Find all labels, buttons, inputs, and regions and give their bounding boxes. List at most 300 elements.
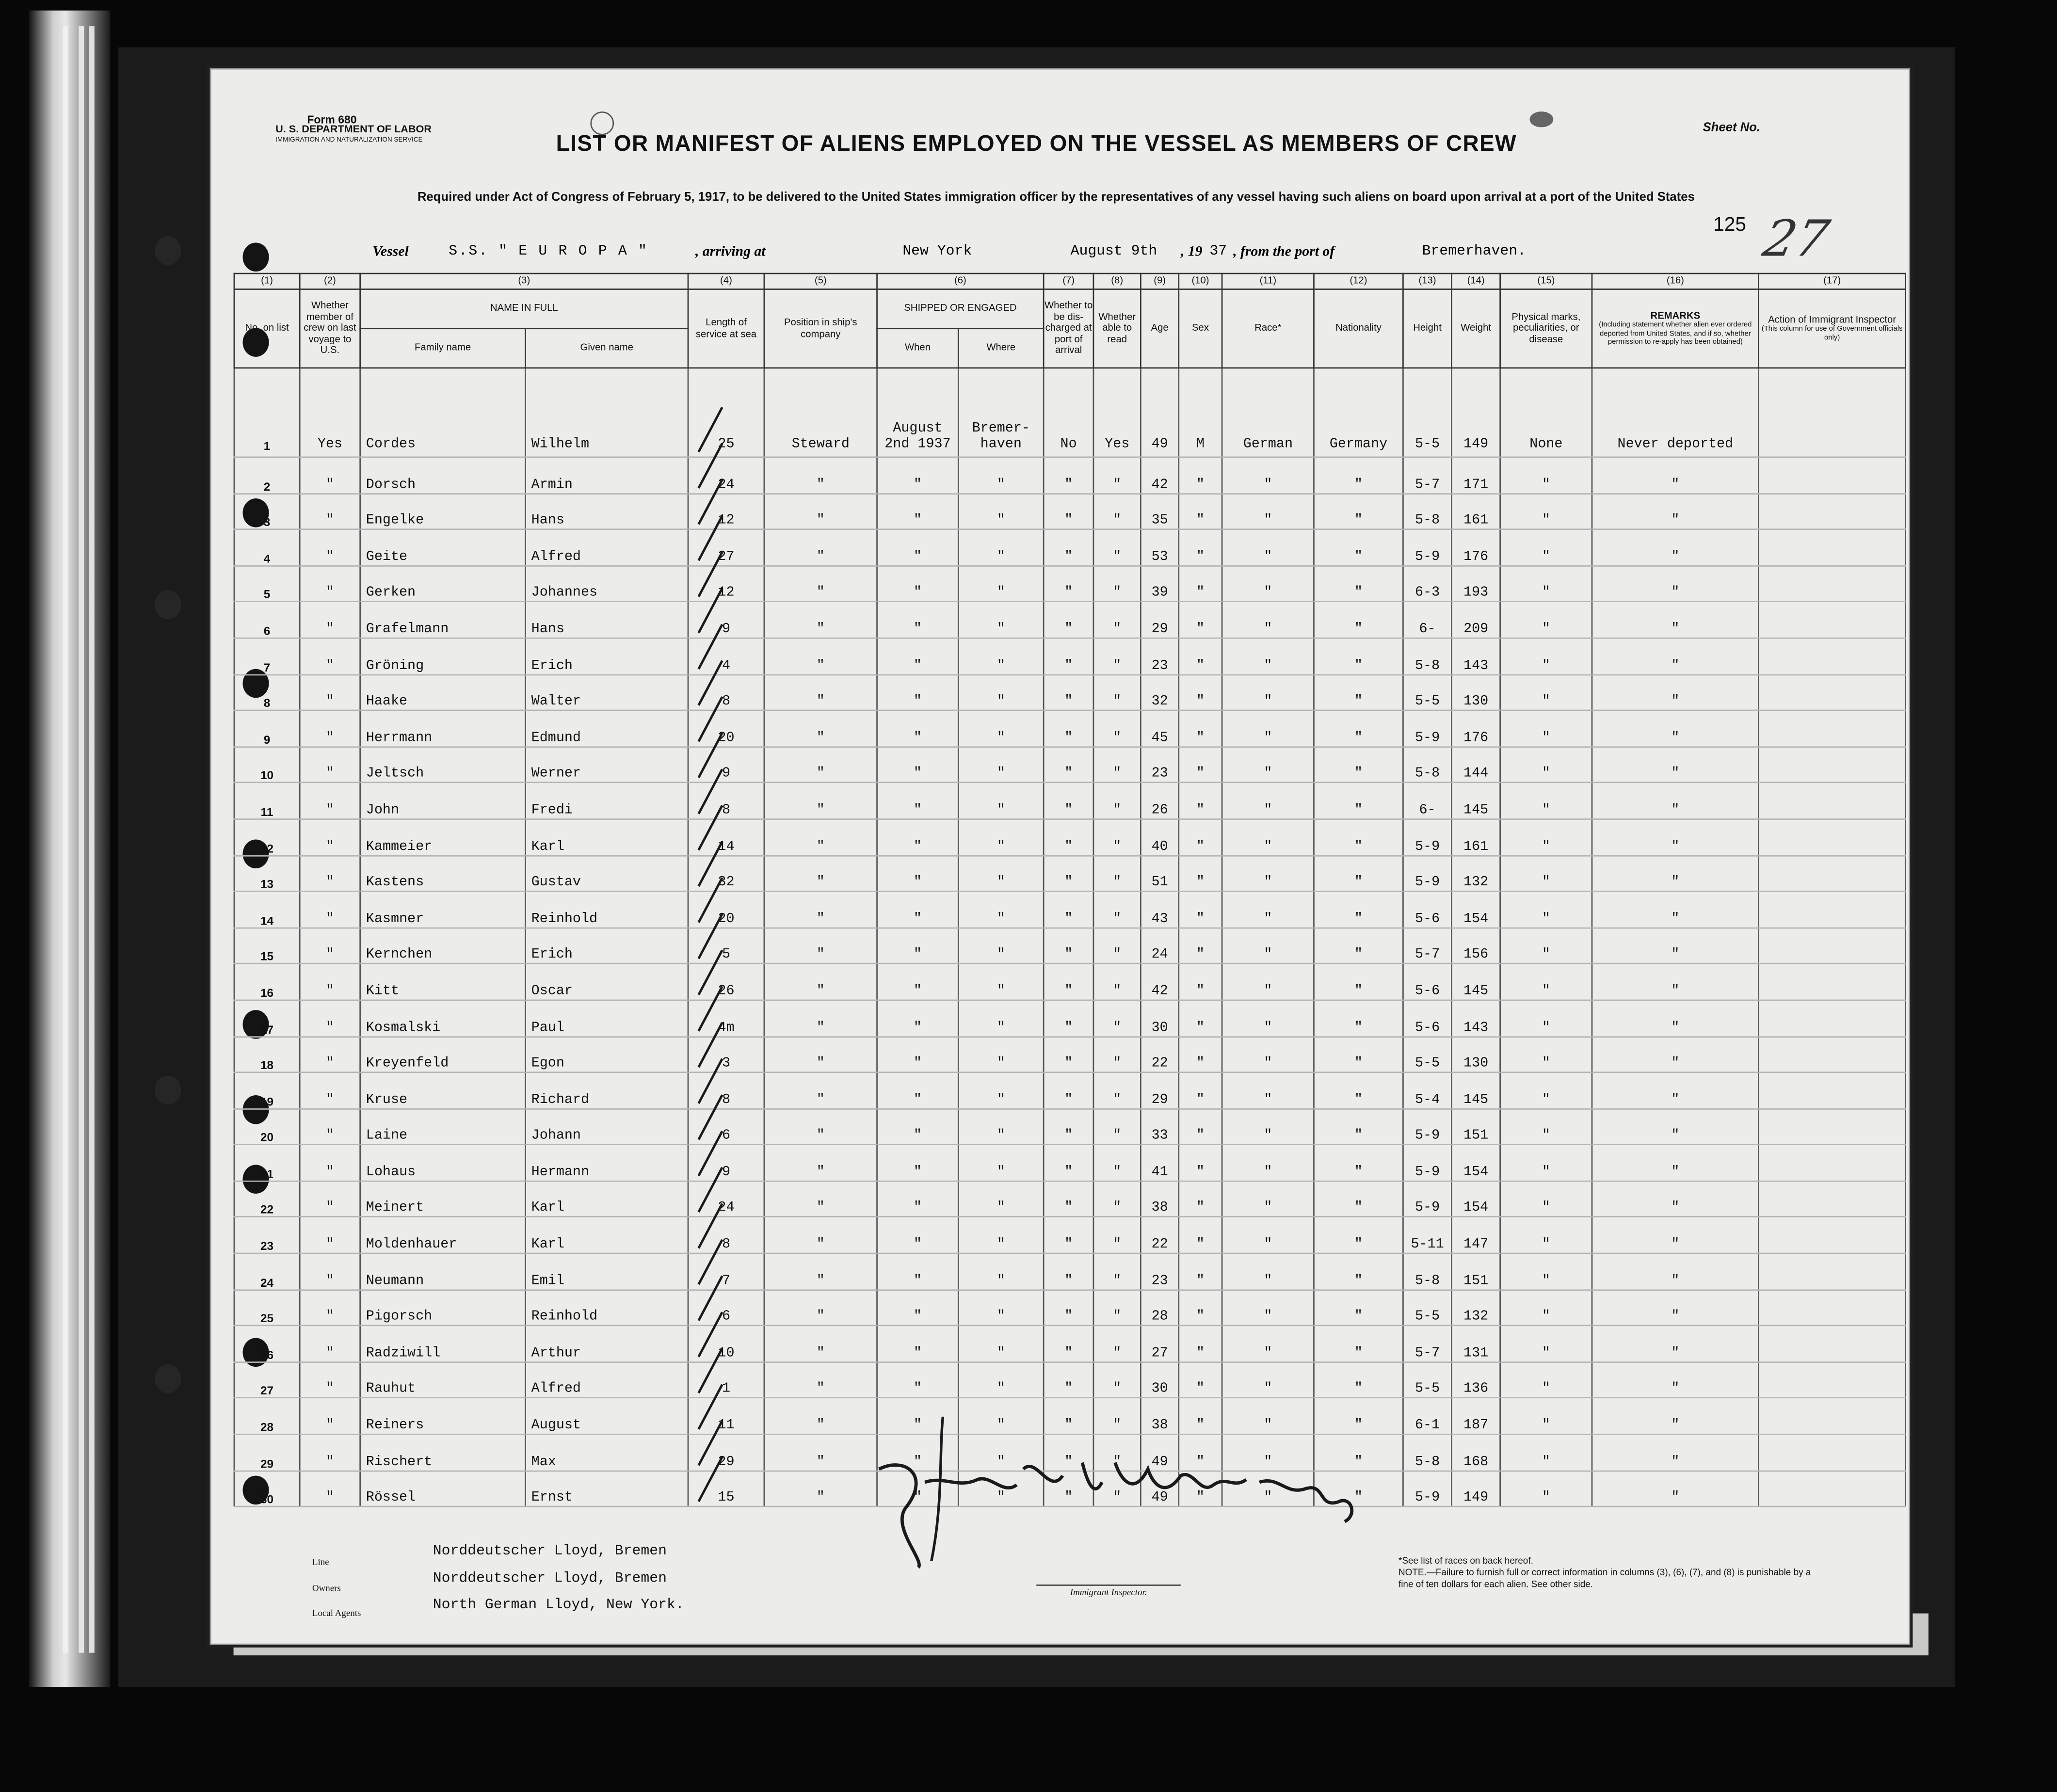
- cell-position: ": [764, 928, 877, 964]
- cell-nationality: ": [1314, 1398, 1403, 1435]
- cell-read: ": [1093, 710, 1141, 747]
- cell-sex: ": [1179, 529, 1222, 566]
- cell-crew: ": [300, 1000, 360, 1037]
- cell-position: ": [764, 1109, 877, 1145]
- cell-given: Reinhold: [526, 1290, 689, 1326]
- cell-marks: ": [1500, 1109, 1592, 1145]
- cell-when: ": [877, 1072, 959, 1109]
- cell-nationality: ": [1314, 1181, 1403, 1217]
- cell-age: 29: [1141, 602, 1178, 638]
- cell-no: 14: [234, 892, 300, 928]
- cell-sex: ": [1179, 1000, 1222, 1037]
- cell-age: 42: [1141, 964, 1178, 1000]
- cell-race: ": [1222, 602, 1314, 638]
- cell-position: ": [764, 1072, 877, 1109]
- cell-weight: 145: [1452, 783, 1500, 819]
- cell-sex: ": [1179, 1181, 1222, 1217]
- cell-age: 30: [1141, 1000, 1178, 1037]
- cell-position: ": [764, 1362, 877, 1398]
- cell-race: ": [1222, 1181, 1314, 1217]
- cell-remarks: ": [1592, 1217, 1759, 1254]
- cell-given: Johannes: [526, 566, 689, 602]
- races-footnote: *See list of races on back hereof.: [1398, 1557, 1533, 1567]
- cell-height: 5-9: [1403, 855, 1452, 892]
- cell-sex: ": [1179, 710, 1222, 747]
- cell-remarks: ": [1592, 1181, 1759, 1217]
- cell-read: ": [1093, 747, 1141, 783]
- tally-stroke: [699, 624, 723, 669]
- cell-height: 5-8: [1403, 1434, 1452, 1471]
- cell-read: ": [1093, 674, 1141, 711]
- col-num-2: (2): [300, 273, 360, 289]
- cell-read: ": [1093, 892, 1141, 928]
- cell-race: ": [1222, 1036, 1314, 1072]
- cell-nationality: ": [1314, 529, 1403, 566]
- cell-when: ": [877, 783, 959, 819]
- cell-no: 26: [234, 1326, 300, 1362]
- col-header-service: Length of service at sea: [688, 289, 764, 368]
- tally-stroke: [699, 1095, 723, 1139]
- cell-remarks: Never deported: [1592, 368, 1759, 457]
- cell-given: Erich: [526, 638, 689, 674]
- cell-age: 49: [1141, 368, 1178, 457]
- remarks-subtitle: (Including statement whether alien ever ordered deported from United States, and if so, whether permission to re-apply has been obtained): [1599, 321, 1752, 347]
- cell-crew: ": [300, 674, 360, 711]
- cell-service: 14: [688, 819, 764, 855]
- cell-weight: 147: [1452, 1217, 1500, 1254]
- cell-when: ": [877, 747, 959, 783]
- cell-age: 45: [1141, 710, 1178, 747]
- cell-crew: ": [300, 1217, 360, 1254]
- col-header-name: NAME IN FULL: [360, 289, 688, 329]
- cell-family: Kammeier: [360, 819, 526, 855]
- cell-crew: ": [300, 819, 360, 855]
- cell-given: Egon: [526, 1036, 689, 1072]
- cell-where: ": [958, 1036, 1044, 1072]
- cell-height: 5-8: [1403, 493, 1452, 529]
- tally-stroke: [699, 1168, 723, 1212]
- cell-read: ": [1093, 1036, 1141, 1072]
- cell-given: Wilhelm: [526, 368, 689, 457]
- remarks-title: REMARKS: [1650, 309, 1701, 321]
- cell-discharged: ": [1044, 1471, 1093, 1507]
- cell-service: 20: [688, 892, 764, 928]
- cell-age: 27: [1141, 1326, 1178, 1362]
- cell-when: ": [877, 493, 959, 529]
- cell-sex: ": [1179, 1217, 1222, 1254]
- cell-no: 18: [234, 1036, 300, 1072]
- cell-race: ": [1222, 964, 1314, 1000]
- cell-position: Steward: [764, 368, 877, 457]
- cell-height: 6-: [1403, 783, 1452, 819]
- cell-marks: ": [1500, 1326, 1592, 1362]
- form-number: Form 680: [307, 112, 357, 126]
- cell-no: 21: [234, 1145, 300, 1181]
- cell-crew: ": [300, 1290, 360, 1326]
- cell-no: 4: [234, 529, 300, 566]
- inspector-title: Action of Immigrant Inspector: [1768, 313, 1896, 325]
- footnote-block: [1398, 1556, 1818, 1591]
- cell-age: 29: [1141, 1072, 1178, 1109]
- cell-read: ": [1093, 1362, 1141, 1398]
- cell-when: ": [877, 1000, 959, 1037]
- cell-given: Hermann: [526, 1145, 689, 1181]
- cell-no: 15: [234, 928, 300, 964]
- col-header-last-voyage: Whether member of crew on last voyage to U.S.: [300, 289, 360, 368]
- cell-height: 5-6: [1403, 892, 1452, 928]
- cell-age: 43: [1141, 892, 1178, 928]
- cell-service: 7: [688, 1253, 764, 1290]
- cell-discharged: ": [1044, 819, 1093, 855]
- vessel-label: Vessel: [372, 244, 409, 260]
- cell-race: ": [1222, 1253, 1314, 1290]
- line-value: [433, 1537, 667, 1561]
- cell-position: ": [764, 892, 877, 928]
- cell-discharged: ": [1044, 964, 1093, 1000]
- cell-no: 9: [234, 710, 300, 747]
- cell-marks: ": [1500, 1471, 1592, 1507]
- cell-when: ": [877, 1398, 959, 1435]
- cell-height: 6-3: [1403, 566, 1452, 602]
- tally-stroke: [699, 480, 723, 524]
- cell-where: ": [958, 892, 1044, 928]
- cell-family: Dorsch: [360, 457, 526, 494]
- cell-age: 26: [1141, 783, 1178, 819]
- cell-nationality: ": [1314, 493, 1403, 529]
- cell-discharged: ": [1044, 1072, 1093, 1109]
- cell-where: ": [958, 710, 1044, 747]
- cell-read: ": [1093, 783, 1141, 819]
- cell-position: ": [764, 819, 877, 855]
- cell-service: 1: [688, 1362, 764, 1398]
- cell-read: ": [1093, 1217, 1141, 1254]
- cell-read: ": [1093, 1000, 1141, 1037]
- cell-nationality: ": [1314, 1253, 1403, 1290]
- col-num-8: (8): [1093, 273, 1141, 289]
- cell-sex: ": [1179, 855, 1222, 892]
- tally-stroke: [699, 950, 723, 995]
- tally-stroke: [699, 1421, 723, 1465]
- cell-race: ": [1222, 1326, 1314, 1362]
- col-num-7: (7): [1044, 273, 1093, 289]
- cell-height: 5-8: [1403, 747, 1452, 783]
- cell-weight: 171: [1452, 457, 1500, 494]
- cell-when: ": [877, 928, 959, 964]
- cell-height: 5-9: [1403, 1181, 1452, 1217]
- cell-position: ": [764, 566, 877, 602]
- cell-crew: ": [300, 1471, 360, 1507]
- cell-nationality: ": [1314, 1036, 1403, 1072]
- cell-where: ": [958, 1145, 1044, 1181]
- cell-given: Gustav: [526, 855, 689, 892]
- cell-nationality: ": [1314, 1434, 1403, 1471]
- cell-marks: ": [1500, 1398, 1592, 1435]
- cell-weight: 132: [1452, 855, 1500, 892]
- cell-remarks: ": [1592, 892, 1759, 928]
- cell-discharged: ": [1044, 747, 1093, 783]
- cell-read: ": [1093, 566, 1141, 602]
- cell-read: ": [1093, 493, 1141, 529]
- cell-read: ": [1093, 928, 1141, 964]
- cell-marks: ": [1500, 819, 1592, 855]
- cell-weight: 209: [1452, 602, 1500, 638]
- cell-discharged: ": [1044, 1253, 1093, 1290]
- cell-weight: 154: [1452, 1145, 1500, 1181]
- cell-marks: ": [1500, 747, 1592, 783]
- cell-weight: 176: [1452, 529, 1500, 566]
- cell-height: 5-9: [1403, 1109, 1452, 1145]
- cell-given: Hans: [526, 493, 689, 529]
- cell-height: 5-5: [1403, 674, 1452, 711]
- cell-when: ": [877, 1434, 959, 1471]
- cell-service: 5: [688, 928, 764, 964]
- cell-no: 23: [234, 1217, 300, 1254]
- cell-weight: 156: [1452, 928, 1500, 964]
- cell-remarks: ": [1592, 1072, 1759, 1109]
- cell-marks: ": [1500, 602, 1592, 638]
- cell-when: ": [877, 529, 959, 566]
- cell-height: 5-9: [1403, 1471, 1452, 1507]
- cell-position: ": [764, 1217, 877, 1254]
- cell-sex: ": [1179, 1145, 1222, 1181]
- cell-age: 49: [1141, 1434, 1178, 1471]
- cell-no: 28: [234, 1398, 300, 1435]
- cell-remarks: ": [1592, 855, 1759, 892]
- cell-where: ": [958, 1253, 1044, 1290]
- cell-discharged: ": [1044, 1217, 1093, 1254]
- cell-sex: ": [1179, 1362, 1222, 1398]
- cell-discharged: ": [1044, 710, 1093, 747]
- cell-family: Grafelmann: [360, 602, 526, 638]
- cell-where: ": [958, 747, 1044, 783]
- cell-when: ": [877, 1145, 959, 1181]
- cell-given: Oscar: [526, 964, 689, 1000]
- cell-where: Bremer- haven: [958, 368, 1044, 457]
- cell-height: 5-4: [1403, 1072, 1452, 1109]
- cell-remarks: ": [1592, 783, 1759, 819]
- cell-nationality: ": [1314, 566, 1403, 602]
- cell-service: 8: [688, 1217, 764, 1254]
- cell-read: ": [1093, 964, 1141, 1000]
- cell-family: Geite: [360, 529, 526, 566]
- tally-stroke: [699, 588, 723, 633]
- tally-stroke: [699, 878, 723, 923]
- cell-marks: ": [1500, 1217, 1592, 1254]
- cell-when: ": [877, 819, 959, 855]
- cell-read: ": [1093, 1290, 1141, 1326]
- cell-crew: ": [300, 1398, 360, 1435]
- cell-given: Max: [526, 1434, 689, 1471]
- cell-age: 22: [1141, 1036, 1178, 1072]
- cell-family: Engelke: [360, 493, 526, 529]
- cell-given: Alfred: [526, 1362, 689, 1398]
- cell-discharged: ": [1044, 638, 1093, 674]
- cell-where: ": [958, 674, 1044, 711]
- cell-sex: ": [1179, 1036, 1222, 1072]
- col-header-where: Where: [958, 329, 1044, 368]
- col-header-height: Height: [1403, 289, 1452, 368]
- cell-discharged: ": [1044, 892, 1093, 928]
- tally-stroke: [699, 1240, 723, 1284]
- cell-race: ": [1222, 1398, 1314, 1435]
- cell-crew: ": [300, 1036, 360, 1072]
- cell-remarks: ": [1592, 1326, 1759, 1362]
- cell-read: ": [1093, 855, 1141, 892]
- cell-weight: 144: [1452, 747, 1500, 783]
- cell-read: ": [1093, 602, 1141, 638]
- cell-remarks: ": [1592, 1471, 1759, 1507]
- sheet-number: 125: [1713, 213, 1746, 236]
- cell-race: German: [1222, 368, 1314, 457]
- cell-age: 23: [1141, 747, 1178, 783]
- cell-race: ": [1222, 1290, 1314, 1326]
- cell-no: 8: [234, 674, 300, 711]
- cell-no: 24: [234, 1253, 300, 1290]
- cell-sex: ": [1179, 1253, 1222, 1290]
- cell-marks: ": [1500, 1000, 1592, 1037]
- cell-no: 19: [234, 1072, 300, 1109]
- cell-given: Karl: [526, 819, 689, 855]
- cell-sex: ": [1179, 1072, 1222, 1109]
- col-num-13: (13): [1403, 273, 1452, 289]
- cell-marks: ": [1500, 1072, 1592, 1109]
- col-header-race: Race*: [1222, 289, 1314, 368]
- cell-service: 4m: [688, 1000, 764, 1037]
- cell-remarks: ": [1592, 819, 1759, 855]
- col-header-age: Age: [1141, 289, 1178, 368]
- cell-crew: ": [300, 855, 360, 892]
- cell-discharged: ": [1044, 457, 1093, 494]
- tally-stroke: [699, 1348, 723, 1393]
- cell-nationality: ": [1314, 710, 1403, 747]
- cell-discharged: ": [1044, 1326, 1093, 1362]
- cell-crew: ": [300, 457, 360, 494]
- col-num-3: (3): [360, 273, 688, 289]
- cell-sex: ": [1179, 1434, 1222, 1471]
- cell-given: Karl: [526, 1181, 689, 1217]
- cell-discharged: ": [1044, 493, 1093, 529]
- cell-family: Laine: [360, 1109, 526, 1145]
- cell-weight: 143: [1452, 1000, 1500, 1037]
- tally-stroke: [699, 1276, 723, 1321]
- cell-marks: ": [1500, 1145, 1592, 1181]
- cell-height: 5-9: [1403, 529, 1452, 566]
- cell-given: Emil: [526, 1253, 689, 1290]
- tally-stroke: [699, 697, 723, 741]
- cell-when: ": [877, 1217, 959, 1254]
- tally-stroke: [699, 986, 723, 1031]
- cell-read: ": [1093, 1434, 1141, 1471]
- col-header-position: Position in ship's company: [764, 289, 877, 368]
- cell-where: ": [958, 783, 1044, 819]
- cell-family: Kosmalski: [360, 1000, 526, 1037]
- col-num-14: (14): [1452, 273, 1500, 289]
- cell-crew: ": [300, 1326, 360, 1362]
- cell-given: August: [526, 1398, 689, 1435]
- cell-crew: ": [300, 1181, 360, 1217]
- cell-given: Fredi: [526, 783, 689, 819]
- cell-position: ": [764, 1326, 877, 1362]
- cell-discharged: ": [1044, 602, 1093, 638]
- cell-family: Kruse: [360, 1072, 526, 1109]
- cell-race: ": [1222, 819, 1314, 855]
- cell-no: 22: [234, 1181, 300, 1217]
- cell-given: Edmund: [526, 710, 689, 747]
- cell-discharged: ": [1044, 928, 1093, 964]
- cell-marks: ": [1500, 566, 1592, 602]
- cell-weight: 145: [1452, 964, 1500, 1000]
- cell-race: ": [1222, 1434, 1314, 1471]
- cell-marks: ": [1500, 457, 1592, 494]
- cell-when: ": [877, 1326, 959, 1362]
- cell-when: ": [877, 1290, 959, 1326]
- cell-no: 12: [234, 819, 300, 855]
- cell-sex: ": [1179, 892, 1222, 928]
- cell-age: 22: [1141, 1217, 1178, 1254]
- cell-when: ": [877, 566, 959, 602]
- cell-nationality: ": [1314, 783, 1403, 819]
- cell-crew: ": [300, 1072, 360, 1109]
- cell-when: August 2nd 1937: [877, 368, 959, 457]
- cell-family: John: [360, 783, 526, 819]
- line-label: [312, 1548, 329, 1571]
- cell-remarks: ": [1592, 1145, 1759, 1181]
- cell-discharged: ": [1044, 1145, 1093, 1181]
- col-num-12: (12): [1314, 273, 1403, 289]
- cell-weight: 132: [1452, 1290, 1500, 1326]
- cell-race: ": [1222, 1471, 1314, 1507]
- cell-age: 32: [1141, 674, 1178, 711]
- cell-given: Armin: [526, 457, 689, 494]
- cell-age: 33: [1141, 1109, 1178, 1145]
- from-port: Bremerhaven.: [1422, 244, 1526, 260]
- cell-weight: 131: [1452, 1326, 1500, 1362]
- cell-remarks: ": [1592, 747, 1759, 783]
- cell-service: 6: [688, 1109, 764, 1145]
- cell-no: 1: [234, 368, 300, 457]
- tally-stroke: [699, 842, 723, 886]
- cell-sex: ": [1179, 1326, 1222, 1362]
- cell-given: Paul: [526, 1000, 689, 1037]
- cell-position: ": [764, 1036, 877, 1072]
- cell-read: ": [1093, 638, 1141, 674]
- cell-weight: 161: [1452, 493, 1500, 529]
- cell-marks: ": [1500, 1362, 1592, 1398]
- cell-marks: ": [1500, 783, 1592, 819]
- cell-family: Jeltsch: [360, 747, 526, 783]
- cell-age: 23: [1141, 1253, 1178, 1290]
- col-num-15: (15): [1500, 273, 1592, 289]
- cell-crew: ": [300, 638, 360, 674]
- cell-discharged: No: [1044, 368, 1093, 457]
- cell-race: ": [1222, 674, 1314, 711]
- cell-where: ": [958, 1000, 1044, 1037]
- cell-when: ": [877, 710, 959, 747]
- cell-discharged: ": [1044, 1181, 1093, 1217]
- cell-crew: ": [300, 783, 360, 819]
- cell-when: ": [877, 1181, 959, 1217]
- cell-read: ": [1093, 1326, 1141, 1362]
- cell-service: 27: [688, 529, 764, 566]
- cell-family: Haake: [360, 674, 526, 711]
- cell-remarks: ": [1592, 710, 1759, 747]
- col-num-17: (17): [1759, 273, 1906, 289]
- cell-race: ": [1222, 493, 1314, 529]
- cell-nationality: ": [1314, 855, 1403, 892]
- cell-service: 24: [688, 457, 764, 494]
- cell-nationality: ": [1314, 1145, 1403, 1181]
- cell-sex: ": [1179, 1471, 1222, 1507]
